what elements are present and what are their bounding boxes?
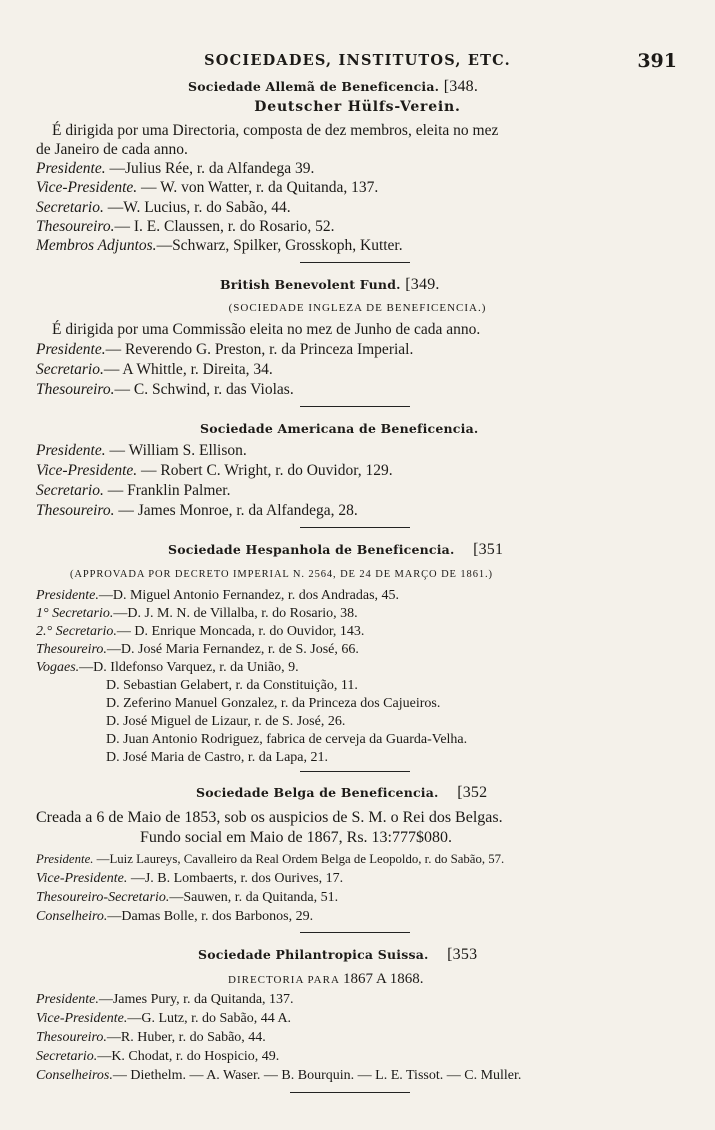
section-divider [300, 771, 410, 772]
american-society-title: Sociedade Americana de Beneficencia. [200, 421, 479, 436]
spanish-second-secretary: 2.° Secretario.— D. Enrique Moncada, r. do Ouvidor, 143. [36, 624, 365, 639]
swiss-secretary: Secretario.—K. Chodat, r. do Hospicio, 49. [36, 1049, 280, 1064]
spanish-first-secretary: 1° Secretario.—D. J. M. N. de Villalba, r. do Rosario, 38. [36, 606, 358, 621]
british-treasurer: Thesoureiro.— C. Schwind, r. das Violas. [36, 381, 294, 398]
american-secretary: Secretario. — Franklin Palmer. [36, 482, 231, 499]
british-president: Presidente.— Reverendo G. Preston, r. da Princeza Imperial. [36, 341, 414, 358]
american-president: Presidente. — William S. Ellison. [36, 442, 247, 459]
belgian-treasurer-secretary: Thesoureiro-Secretario.—Sauwen, r. da Quitanda, 51. [36, 890, 339, 905]
section-divider [300, 932, 410, 933]
section-divider [300, 406, 410, 407]
belgian-president: Presidente. —Luiz Laureys, Cavalleiro da Real Ordem Belga de Leopoldo, r. do Sabão, 57. [36, 852, 505, 866]
swiss-board-subtitle: DIRECTORIA PARA 1867 A 1868. [228, 971, 424, 987]
spanish-member-row: D. Zeferino Manuel Gonzalez, r. da Princeza dos Cajueiros. [106, 696, 441, 711]
spanish-member-row: D. José Maria de Castro, r. da Lapa, 21. [106, 750, 328, 765]
american-treasurer: Thesoureiro. — James Monroe, r. da Alfandega, 28. [36, 502, 358, 519]
page-number: 391 [637, 50, 677, 72]
german-intro-line2: de Janeiro de cada anno. [36, 141, 188, 158]
spanish-member-row: D. Juan Antonio Rodriguez, fabrica de cerveja da Guarda-Velha. [106, 732, 468, 747]
swiss-society-title: Sociedade Philantropica Suissa. [353 [198, 946, 478, 963]
german-vice-president: Vice-Presidente. — W. von Watter, r. da Quitanda, 137. [36, 179, 379, 196]
section-divider [290, 1092, 410, 1093]
running-title: SOCIEDADES, INSTITUTOS, ETC. [204, 52, 511, 69]
american-vice-president: Vice-Presidente. — Robert C. Wright, r. do Ouvidor, 129. [36, 462, 393, 479]
spanish-member-row: D. José Miguel de Lizaur, r. de S. José, 26. [106, 714, 346, 729]
german-president: Presidente. —Julius Rée, r. da Alfandega 39. [36, 160, 315, 177]
section-divider [300, 527, 410, 528]
belgian-vice-president: Vice-Presidente. —J. B. Lombaerts, r. dos Ourives, 17. [36, 871, 344, 886]
german-society-title: Sociedade Allemã de Beneficencia. [348. [188, 78, 479, 95]
belgian-intro-line2: Fundo social em Maio de 1867, Rs. 13:777$080. [140, 829, 452, 846]
british-intro: É dirigida por uma Commissão eleita no mez de Junho de cada anno. [52, 321, 481, 338]
german-treasurer: Thesoureiro.— I. E. Claussen, r. do Rosario, 52. [36, 218, 335, 235]
spanish-treasurer: Thesoureiro.—D. José Maria Fernandez, r. de S. José, 66. [36, 642, 359, 657]
german-secretary: Secretario. —W. Lucius, r. do Sabão, 44. [36, 199, 291, 216]
swiss-treasurer: Thesoureiro.—R. Huber, r. do Sabão, 44. [36, 1030, 266, 1045]
swiss-president: Presidente.—James Pury, r. da Quitanda, 137. [36, 992, 294, 1007]
spanish-member-row: D. Sebastian Gelabert, r. da Constituição, 11. [106, 678, 358, 693]
spanish-members: Vogaes.—D. Ildefonso Varquez, r. da União, 9. [36, 660, 299, 675]
swiss-councillors: Conselheiros.— Diethelm. — A. Waser. — B. Bourquin. — L. E. Tissot. — C. Muller. [36, 1068, 522, 1083]
belgian-society-title: Sociedade Belga de Beneficencia. [352 [196, 784, 488, 801]
section-divider [300, 262, 410, 263]
british-secretary: Secretario.— A Whittle, r. Direita, 34. [36, 361, 273, 378]
swiss-vice-president: Vice-Presidente.—G. Lutz, r. do Sabão, 44 A. [36, 1011, 292, 1026]
german-adjunct-members: Membros Adjuntos.—Schwarz, Spilker, Grosskoph, Kutter. [36, 237, 403, 254]
british-fund-subtitle: (SOCIEDADE INGLEZA DE BENEFICENCIA.) [228, 302, 487, 314]
german-society-subtitle: Deutscher Hülfs-Verein. [254, 99, 461, 115]
belgian-councillor: Conselheiro.—Damas Bolle, r. dos Barbonos, 29. [36, 909, 314, 924]
spanish-president: Presidente.—D. Miguel Antonio Fernandez, r. dos Andradas, 45. [36, 588, 400, 603]
british-fund-title: British Benevolent Fund. [349. [220, 276, 440, 293]
spanish-society-title: Sociedade Hespanhola de Beneficencia. [351 [168, 541, 504, 558]
belgian-intro-line1: Creada a 6 de Maio de 1853, sob os auspicios de S. M. o Rei dos Belgas. [36, 809, 503, 826]
german-intro-line1: É dirigida por uma Directoria, composta de dez membros, eleita no mez [52, 122, 499, 139]
spanish-society-subtitle: (APPROVADA POR DECRETO IMPERIAL N. 2564, DE 24 DE MARÇO DE 1861.) [70, 569, 493, 580]
